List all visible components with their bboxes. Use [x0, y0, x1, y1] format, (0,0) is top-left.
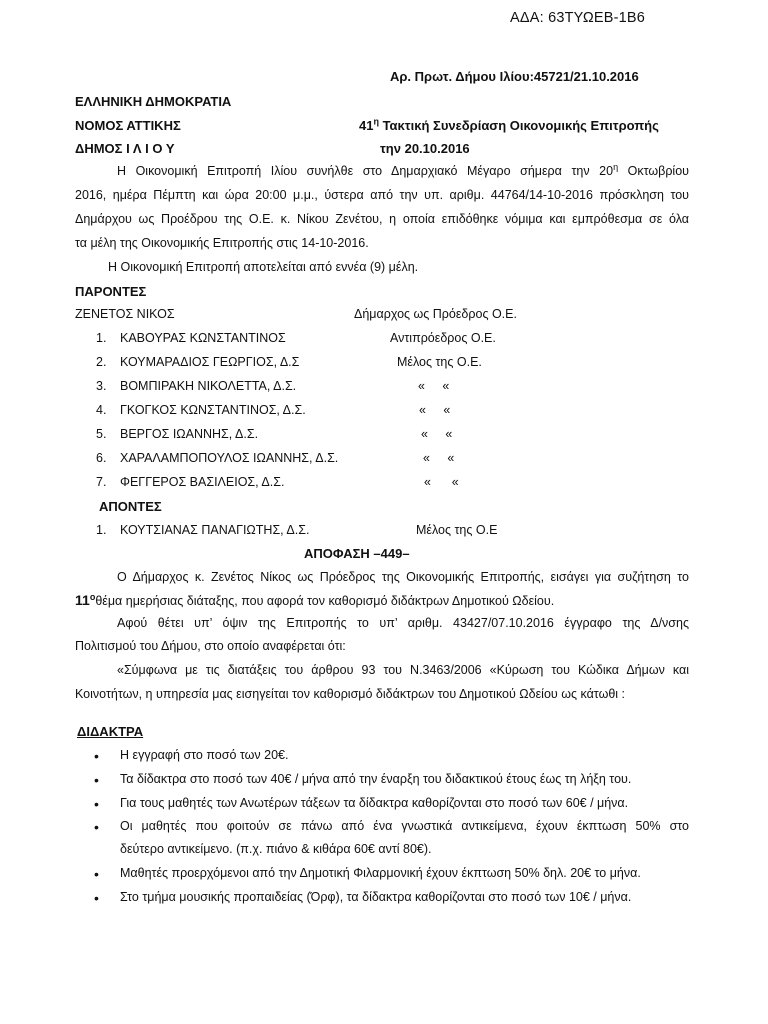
present-heading: ΠΑΡΟΝΤΕΣ	[75, 284, 147, 299]
member-number: 3.	[96, 379, 107, 393]
intro-line-5: Η Οικονομική Επιτροπή αποτελείται από εννέα (9) μέλη.	[108, 260, 419, 274]
prefecture-heading: ΝΟΜΟΣ ΑΤΤΙΚΗΣ	[75, 118, 181, 133]
member-number: 1.	[96, 331, 107, 345]
chair-name: ΖΕΝΕΤΟΣ ΝΙΚΟΣ	[75, 307, 175, 321]
meeting-title: $41^\eta$ Τακτική Συνεδρίαση Οικονομικής Επιτροπής	[359, 116, 659, 133]
absent-heading: ΑΠΟΝΤΕΣ	[99, 499, 162, 514]
ada-code: ΑΔΑ: 63ΤΥΩΕΒ-1Β6	[510, 10, 646, 26]
member-name: ΦΕΓΓΕΡΟΣ ΒΑΣΙΛΕΙΟΣ, Δ.Σ.	[120, 475, 285, 489]
intro-line-2: 2016, ημέρα Πέμπτη και ώρα 20:00 μ.μ., ύστερα από την υπ. αριθμ. 44764/14-10-2016 πρόσκληση του	[75, 188, 689, 202]
meeting-date: την 20.10.2016	[380, 141, 470, 156]
intro-line-1: Η Οικονομική Επιτροπή Ιλίου συνήλθε στο Δημαρχιακό Μέγαρο σήμερα την $20^\eta$ Οκτωβρίου	[117, 161, 689, 178]
member-number: 5.	[96, 427, 107, 441]
republic-heading: ΕΛΛΗΝΙΚΗ ΔΗΜΟΚΡΑΤΙΑ	[75, 94, 232, 109]
decision-p3-line-2: Κοινοτήτων, η υπηρεσία μας εισηγείται τον καθορισμό διδάκτρων του Δημοτικού Ωδείου ως κάτωθι :	[75, 687, 625, 701]
decision-p2-line-2: Πολιτισμού του Δήμου, στο οποίο αναφέρεται ότι:	[75, 639, 346, 653]
member-role: « «	[418, 379, 450, 393]
decision-p2-line-1: Αφού θέτει υπ’ όψιν της Επιτροπής το υπ’ αριθμ. 43427/07.10.2016 έγγραφο της Δ/νσης	[117, 616, 689, 630]
fee-item: • Τα δίδακτρα στο ποσό των 40€ / μήνα από την έναρξη του διδακτικού έτους έως τη λήξη του.	[120, 772, 631, 786]
member-number: 2.	[96, 355, 107, 369]
fee-item: • Η εγγραφή στο ποσό των 20€.	[120, 748, 288, 762]
member-role: Μέλος της Ο.Ε	[416, 523, 498, 537]
decision-p3-line-1: «Σύμφωνα με τις διατάξεις του άρθρου 93 του Ν.3463/2006 «Κύρωση του Κώδικα Δήμων και	[117, 663, 689, 677]
member-role: Μέλος της Ο.Ε.	[397, 355, 482, 369]
fee-item: • Στο τμήμα μουσικής προπαιδείας (Όρφ), τα δίδακτρα καθορίζονται στο ποσό των 10€ / μήνα.	[120, 890, 631, 904]
member-name: ΚΟΥΤΣΙΑΝΑΣ ΠΑΝΑΓΙΩΤΗΣ, Δ.Σ.	[120, 523, 310, 537]
member-role: « «	[421, 427, 453, 441]
member-number: 4.	[96, 403, 107, 417]
member-role: Αντιπρόεδρος Ο.Ε.	[390, 331, 496, 345]
intro-line-3: Δημάρχου ως Προέδρου της Ο.Ε. κ. Νίκου Ζενέτου, η οποία επιδόθηκε νόμιμα και εμπρόθεσμα σε όλα	[75, 212, 689, 226]
member-role: « «	[424, 475, 459, 489]
member-name: ΚΟΥΜΑΡΑΔΙΟΣ ΓΕΩΡΓΙΟΣ, Δ.Σ	[120, 355, 300, 369]
member-name: ΓΚΟΓΚΟΣ ΚΩΝΣΤΑΝΤΙΝΟΣ, Δ.Σ.	[120, 403, 306, 417]
municipality-heading: ΔΗΜΟΣ Ι Λ Ι Ο Υ	[75, 141, 175, 156]
member-role: « «	[419, 403, 451, 417]
chair-role: Δήμαρχος ως Πρόεδρος Ο.Ε.	[354, 307, 517, 321]
fees-heading: ΔΙΔΑΚΤΡΑ	[77, 724, 144, 739]
fee-item: • Μαθητές προερχόμενοι από την Δημοτική Φιλαρμονική έχουν έκπτωση 50% δηλ. 20€ το μήνα.	[120, 866, 641, 880]
intro-line-4: τα μέλη της Οικονομικής Επιτροπής στις 14-10-2016.	[75, 236, 369, 250]
fee-item: • Οι μαθητές που φοιτούν σε πάνω από ένα γνωστικά αντικείμενα, έχουν έκπτωση 50% στο	[120, 819, 689, 833]
member-name: ΒΟΜΠΙΡΑΚΗ ΝΙΚΟΛΕΤΤΑ, Δ.Σ.	[120, 379, 297, 393]
decision-p1-line-2: $11^o\theta έ\mu\alpha$ ημερήσιας διάταξης, που αφορά τον καθορισμό διδάκτρων Δημοτικού Ωδείου.	[75, 591, 555, 608]
member-name: ΚΑΒΟΥΡΑΣ ΚΩΝΣΤΑΝΤΙΝΟΣ	[120, 331, 286, 345]
protocol-number: Αρ. Πρωτ. Δήμου Ιλίου:45721/21.10.2016	[390, 69, 639, 84]
member-name: ΒΕΡΓΟΣ ΙΩΑΝΝΗΣ, Δ.Σ.	[120, 427, 259, 441]
decision-p1-line-1: Ο Δήμαρχος κ. Ζενέτος Νίκος ως Πρόεδρος της Οικονομικής Επιτροπής, εισάγει για συζήτηση το	[117, 570, 689, 584]
member-number: 1.	[96, 523, 107, 537]
member-name: ΧΑΡΑΛΑΜΠΟΠΟΥΛΟΣ ΙΩΑΝΝΗΣ, Δ.Σ.	[120, 451, 339, 465]
member-role: « «	[423, 451, 455, 465]
fee-item: • Για τους μαθητές των Ανωτέρων τάξεων τα δίδακτρα καθορίζονται στο ποσό των 60€ / μήνα.	[120, 796, 628, 810]
decision-title: ΑΠΟΦΑΣΗ –449–	[304, 546, 410, 561]
member-number: 7.	[96, 475, 107, 489]
fee-item-continuation: δεύτερο αντικείμενο. (π.χ. πιάνο & κιθάρα 60€ αντί 80€).	[120, 842, 432, 856]
member-number: 6.	[96, 451, 107, 465]
